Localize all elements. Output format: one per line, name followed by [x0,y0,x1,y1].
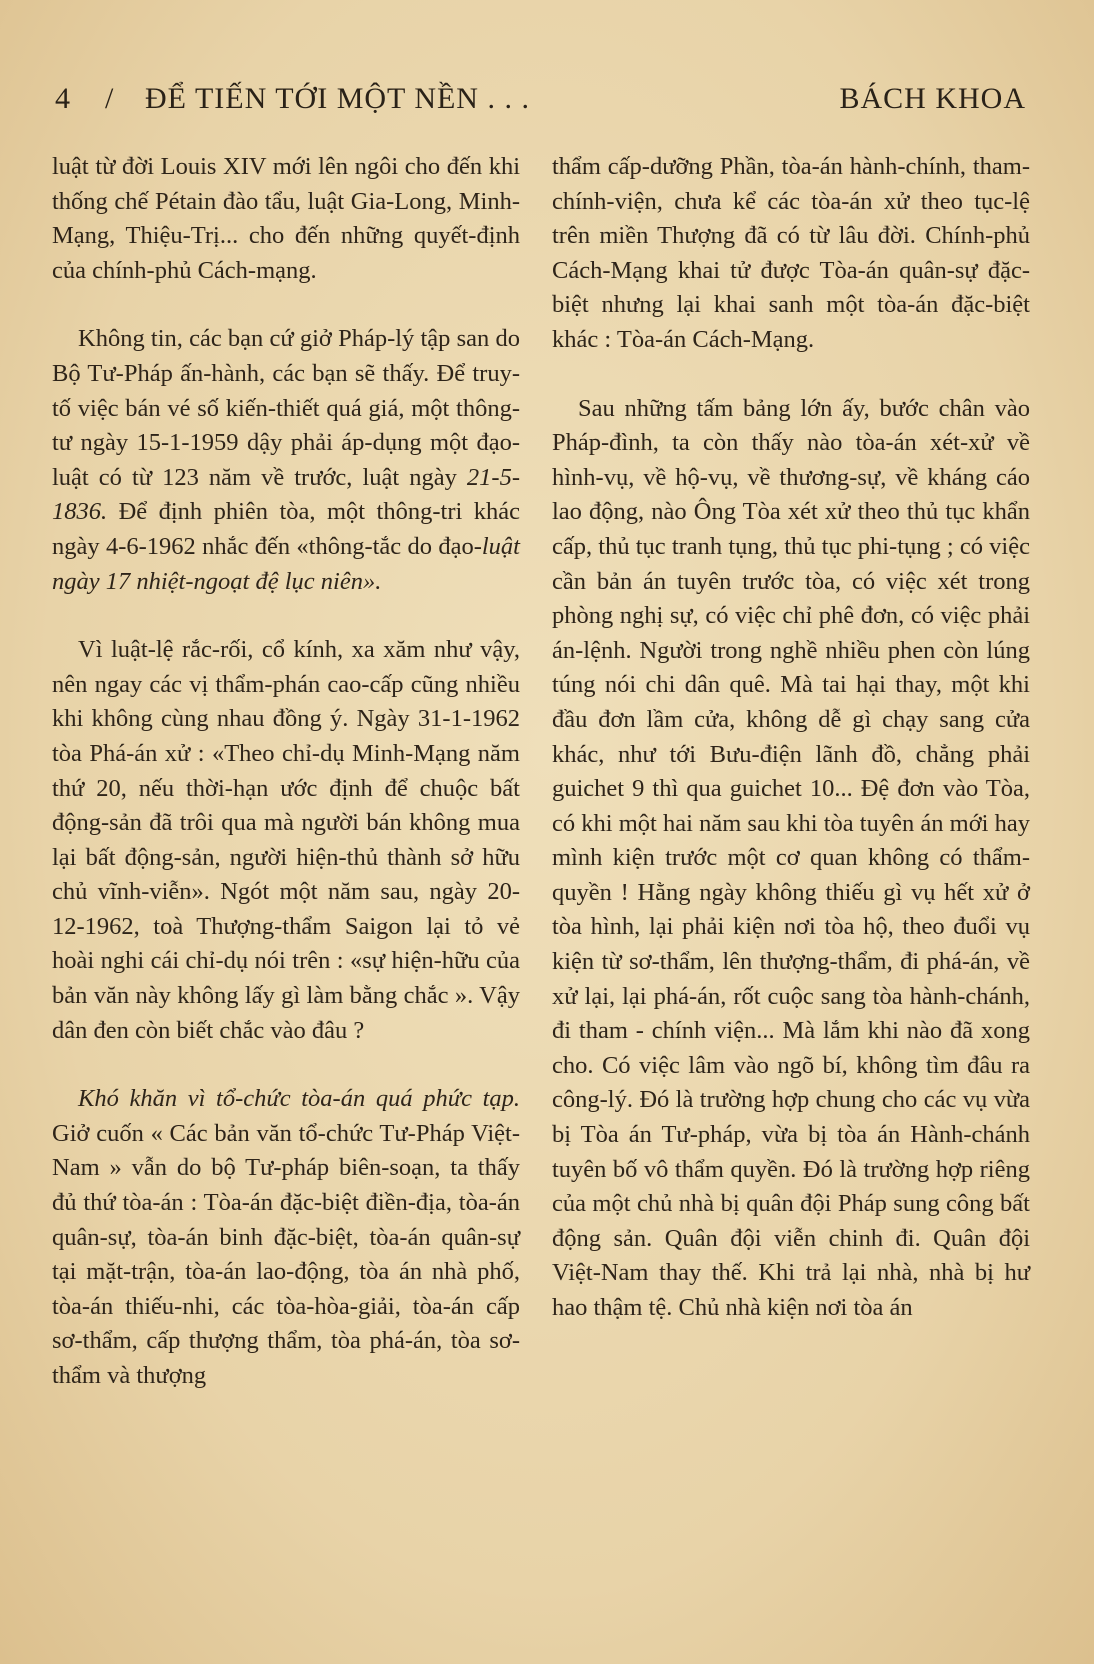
page-number: 4 [55,82,71,115]
paragraph: luật từ đời Louis XIV mới lên ngôi cho đến khi thống chế Pétain đào tẩu, luật Gia-Long, Minh-Mạng, Thiệu-Trị... cho đến những quyết-định của chính-phủ Cách-mạng. [52,153,520,284]
paragraph-text: Không tin, các bạn cứ giở Pháp-lý tập san do Bộ Tư-Pháp ấn-hành, các bạn sẽ thấy. Để truy-tố việc bán vé số kiến-thiết quá giá, một thông-tư ngày 15-1-1959 dậy phải áp-dụng một đạo-luật có từ 123 năm về trước, luật ngày [52,325,520,491]
paragraph-text: Giở cuốn « Các bản văn tổ-chức Tư-Pháp Việt-Nam » vẫn do bộ Tư-pháp biên-soạn, ta thấy đủ thứ tòa-án : Tòa-án đặc-biệt điền-địa, tòa-án quân-sự, tòa-án binh đặc-biệt, tòa-án quân-sự tại mặt-trận, tòa-án lao-động, tòa án nhà phố, tòa-án thiếu-nhi, các tòa-hòa-giải, tòa-án cấp sơ-thẩm, cấp thượng thẩm, tòa phá-án, tòa sơ-thẩm và thượng [52,1119,520,1389]
paragraph [52,322,520,599]
right-column [552,150,1030,1326]
law-date: 21-5-1836. [52,463,520,526]
article-title: ĐỂ TIẾN TỚI MỘT NỀN . . . [145,82,530,115]
header-separator: / [105,82,115,115]
paragraph-text: Để định phiên tòa, một thông-tri khác ngày 4-6-1962 nhắc đến «thông-tắc do đạo- [52,498,520,560]
paragraph: Vì luật-lệ rắc-rối, cổ kính, xa xăm như vậy, nên ngay các vị thẩm-phán cao-cấp cũng nhiều khi không cùng nhau đồng ý. Ngày 31-1-1962 tòa Phá-án xử : «Theo chỉ-dụ Minh-Mạng năm thứ 20, nếu thời-hạn ước định để chuộc bất động-sản đã trôi qua mà người bán không mua lại bất động-sản, người hiện-thủ thành sở hữu chủ vĩnh-viễn». Ngót một năm sau, ngày 20-12-1962, toà Thượng-thẩm Saigon lại tỏ vẻ hoài nghi cái chỉ-dụ nói trên : «sự hiện-hữu của bản văn này không lấy gì làm bằng chắc ». Vậy dân đen còn biết chắc vào đâu ? [52,636,520,1044]
running-header [55,82,1026,130]
left-column [52,150,520,1394]
magazine-name: BÁCH KHOA [839,82,1026,115]
law-quote: luật ngày 17 nhiệt-ngoạt đệ lục niên». [52,532,520,595]
paragraph: Sau những tấm bảng lớn ấy, bước chân vào Pháp-đình, ta còn thấy nào tòa-án xét-xử về hình-vụ, về hộ-vụ, về thương-sự, về kháng cáo lao động, nào Ông Tòa xét xử theo thủ tục khẩn cấp, thủ tục tranh tụng, thủ tục phi-tụng ; có việc cần bản án tuyên trước tòa, có việc xét trong phòng nghị sự, có việc chỉ phê đơn, có việc phải án-lệnh. Người trong nghề nhiều phen còn lúng túng nói chi dân quê. Mà tai hại thay, một khi đầu đơn lầm cửa, không dễ gì chạy sang cửa khác, như tới Bưu-điện lãnh đồ, chẳng phải guichet 9 thì qua guichet 10... Đệ đơn vào Tòa, có khi một hai năm sau khi tòa tuyên án mới hay mình kiện trước một cơ quan không có thẩm-quyền ! Hằng ngày không thiếu gì vụ hết xử ở tòa hình, lại phải kiện nơi tòa hộ, theo đuổi vụ kiện từ sơ-thẩm, lên thượng-thẩm, đi phá-án, về xử lại, lại phá-án, rốt cuộc sang tòa hành-chánh, đi tham - chính viện... Mà lắm khi nào đã xong cho. Có việc lâm vào ngõ bí, không tìm đâu ra công-lý. Đó là trường hợp chung cho các vụ vừa bị Tòa án Tư-pháp, vừa bị tòa án Hành-chánh tuyên bố vô thẩm quyền. Đó là trường hợp riêng của một chủ nhà bị quân đội Pháp sung công bất động sản. Quân đội viễn chinh đi. Quân đội Việt-Nam thay thế. Khi trả lại nhà, nhà bị hư hao thậm tệ. Chủ nhà kiện nơi tòa án [552,394,1030,1321]
paragraph: thẩm cấp-dưỡng Phần, tòa-án hành-chính, tham-chính-viện, chưa kể các tòa-án xử theo tục-lệ trên miền Thượng đã có từ lâu đời. Chính-phủ Cách-Mạng khai tử được Tòa-án quân-sự đặc-biệt nhưng lại khai sanh một tòa-án đặc-biệt khác : Tòa-án Cách-Mạng. [552,153,1030,353]
section-lead: Khó khăn vì tổ-chức tòa-án quá phức tạp. [78,1085,520,1113]
paragraph [52,1082,520,1393]
